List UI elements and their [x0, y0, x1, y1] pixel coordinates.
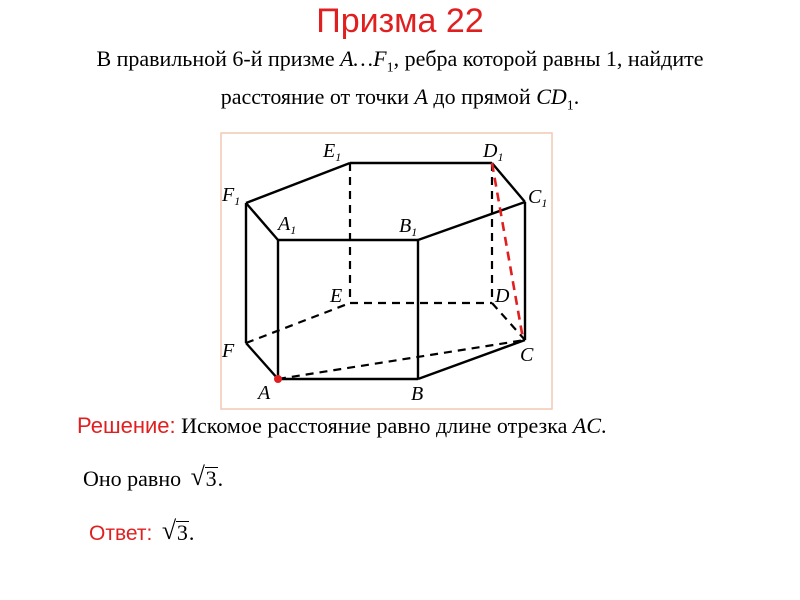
- label-E1: $E_1$: [323, 140, 342, 164]
- answer-sqrt: [161, 516, 189, 546]
- edge-D-C: [492, 303, 525, 340]
- value-end: .: [217, 466, 224, 491]
- edge-C1-B1: [418, 202, 525, 240]
- edge-F1-E1: [246, 163, 350, 203]
- line-name: CD: [536, 84, 567, 110]
- slide-title: Призма 22: [316, 2, 484, 40]
- label-F1: $F_1$: [222, 184, 241, 208]
- prism-subscript: 1: [386, 60, 394, 76]
- problem-text-2: , ребра которой равны 1, найдите: [393, 46, 704, 71]
- problem-text-4: до прямой: [427, 84, 537, 110]
- hidden-edges: [246, 163, 525, 379]
- solution-label: Решение:: [77, 413, 176, 438]
- prism-name: A…F: [340, 46, 387, 71]
- segment-C-D1: [492, 163, 523, 339]
- label-B1: $B_1$: [399, 215, 418, 239]
- vertex-labels: [221, 140, 547, 405]
- value-text: Оно равно: [83, 466, 182, 491]
- problem-end: .: [573, 84, 580, 110]
- sqrt-symbol: √: [161, 516, 177, 545]
- point-name: A: [414, 84, 428, 110]
- prism-figure: [220, 132, 553, 410]
- solution-end: .: [601, 413, 607, 438]
- answer-end: .: [188, 520, 195, 545]
- answer-radicand: 3: [176, 520, 188, 545]
- label-B: B: [411, 383, 424, 405]
- edge-F-E: [246, 303, 350, 343]
- solution-line: [77, 413, 607, 439]
- value-radicand: 3: [205, 466, 217, 491]
- value-sqrt: [190, 462, 218, 492]
- label-A: A: [258, 382, 271, 404]
- visible-edges: [246, 163, 525, 379]
- problem-statement: [10, 44, 790, 121]
- label-C: C: [520, 344, 534, 366]
- edge-A-C: [278, 340, 525, 379]
- problem-text-3: расстояние от точки: [220, 84, 415, 110]
- line-subscript: 1: [566, 98, 574, 114]
- value-line: [83, 462, 224, 492]
- label-D1: $D_1$: [483, 140, 504, 164]
- edge-B-C: [418, 340, 525, 379]
- answer-label: Ответ:: [89, 522, 153, 545]
- label-D: D: [495, 285, 510, 307]
- answer-line: [89, 516, 195, 546]
- label-A1: $A_1$: [278, 213, 297, 237]
- label-C1: $C_1$: [528, 186, 548, 210]
- solution-segment: AC: [572, 413, 601, 438]
- problem-text-1: В правильной 6-й призме: [96, 46, 341, 71]
- point-A-marker: [274, 375, 282, 383]
- label-F: F: [222, 340, 235, 362]
- edge-F-A: [246, 343, 278, 379]
- solution-text: Искомое расстояние равно длине отрезка: [175, 413, 573, 438]
- sqrt-symbol: √: [190, 462, 205, 491]
- label-E: E: [330, 285, 343, 307]
- edge-A1-F1: [246, 203, 278, 240]
